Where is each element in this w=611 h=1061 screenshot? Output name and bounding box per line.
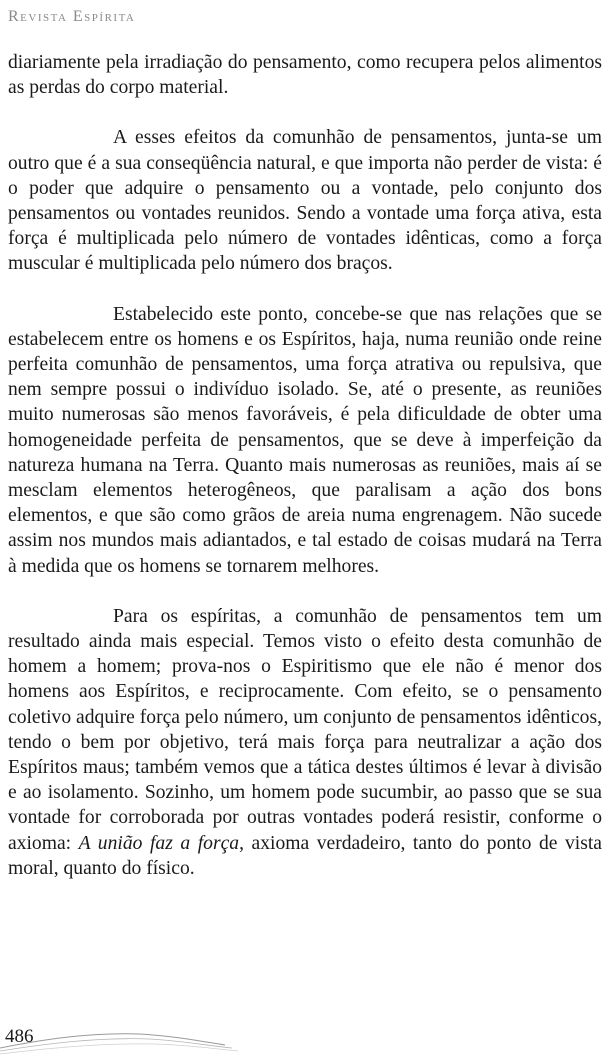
body-text: [8, 50, 602, 881]
page-number: 486: [5, 1026, 34, 1047]
paragraph-4-text-start: Para os espíritas, a comunhão de pensamentos tem um resultado ainda mais especial. Temos visto o efeito desta comunhão de homem a homem; prova-nos o Espiritismo que ele não é menor dos homens aos Espíritos, e reciprocamente. Com efeito, se o pensamento coletivo adquire força pelo número, um conjunto de pensamentos idênticos, tendo o bem por objetivo, terá mais força para neutralizar a ação dos Espíritos maus; também vemos que a tática destes últimos é levar à divisão e ao isolamento. Sozinho, um homem pode sucumbir, ao passo que se sua vontade for corroborada por outras vontades poderá resistir, conforme o axioma:: [8, 605, 602, 854]
running-head: Revista Espírita: [8, 8, 136, 25]
paragraph-2: A esses efeitos da comunhão de pensamentos, junta-se um outro que é a sua conseqüência natural, e que importa não perder de vista: é o poder que adquire o pensamento ou a vontade, pelo conjunto dos pensamentos ou vontades reunidos. Sendo a vontade uma força ativa, esta força é multiplicada pelo número de vontades idênticas, como a força muscular é multiplicada pelo número dos braços.: [8, 127, 602, 275]
paragraph-4: [8, 604, 602, 881]
swoosh-ornament-icon: [0, 1018, 240, 1058]
paragraph-3: Estabelecido este ponto, concebe-se que nas relações que se estabelecem entre os homens e os Espíritos, haja, numa reunião onde reine perfeita comunhão de pensamentos, uma força atrativa ou repulsiva, que nem sempre possui o indivíduo isolado. Se, até o presente, as reuniões muito numerosas são menos favoráveis, é pela dificuldade de obter uma homogeneidade perfeita de pensamentos, que se deve à imperfeição da natureza humana na Terra. Quanto mais numerosas as reuniões, mais aí se mesclam elementos heterogêneos, que paralisam a ação dos bons elementos, e que são como grãos de areia numa engrenagem. Não sucede assim nos mundos mais adiantados, e tal estado de coisas mudará na Terra à medida que os homens se tornarem melhores.: [8, 303, 602, 577]
paragraph-4-text-end: , axioma verdadeiro, tanto do ponto de vista moral, quanto do físico.: [8, 832, 602, 879]
paragraph-1: diariamente pela irradiação do pensamento, como recupera pelos alimentos as perdas do corpo material.: [8, 52, 602, 99]
axiom-italic: A união faz a força: [78, 832, 240, 854]
